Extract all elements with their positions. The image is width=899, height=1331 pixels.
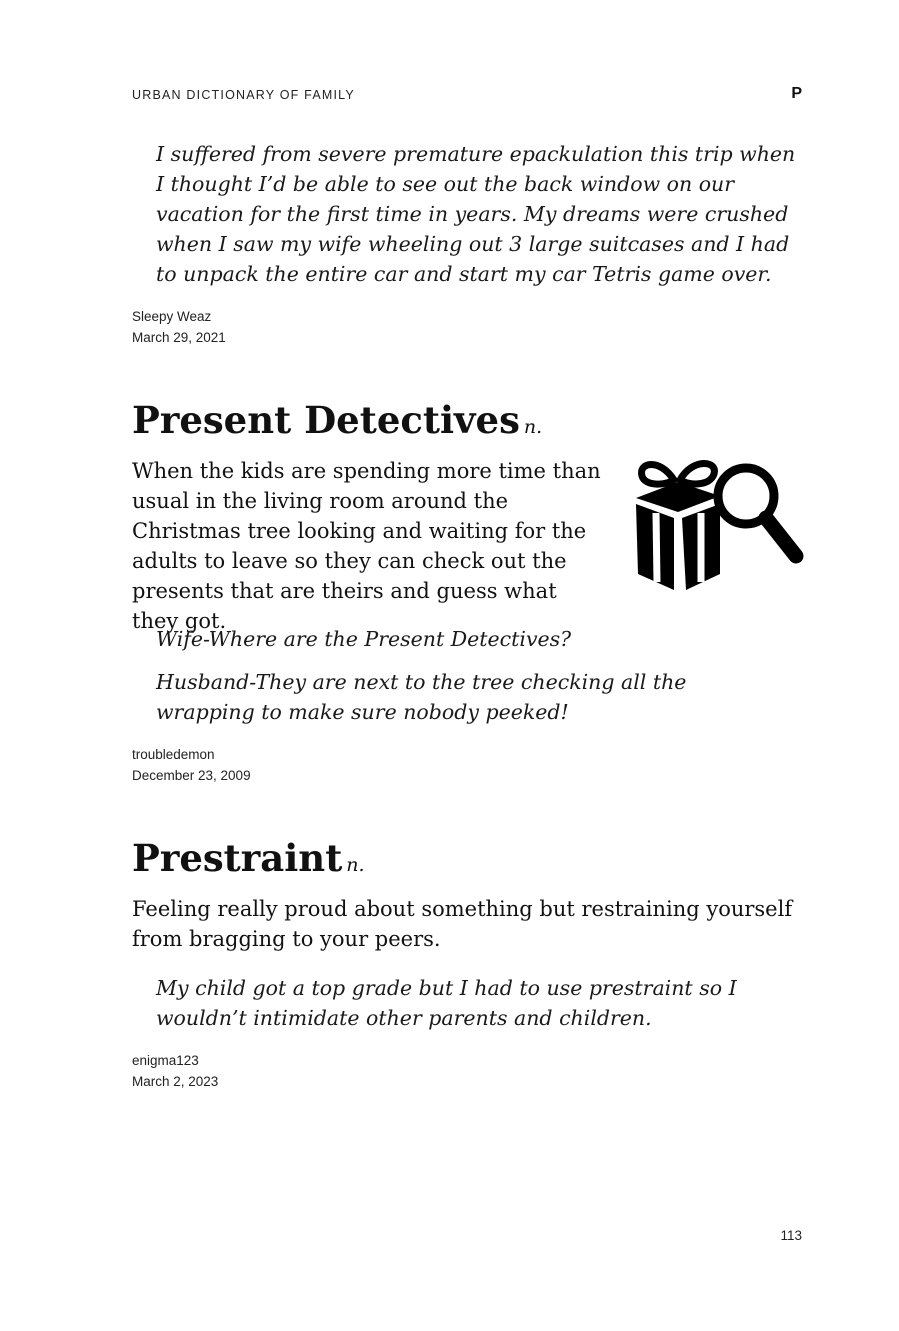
- entry-date: March 29, 2021: [132, 330, 226, 345]
- attribution: [132, 306, 226, 348]
- term: Present Detectives: [132, 398, 520, 442]
- running-head: URBAN DICTIONARY OF FAMILY: [132, 88, 355, 102]
- definition: When the kids are spending more time than usual in the living room around the Christmas tree looking and waiting for the adults to leave so they can check out the presents that are theirs and guess what they got.: [132, 459, 601, 633]
- page-number: 113: [780, 1228, 802, 1243]
- example-quote: I suffered from severe premature epackulation this trip when I thought I’d be able to see out the back window on our vacation for the first time in years. My dreams were crushed when I saw my wife wheeling out 3 large suitcases and I had to unpack the entire car and start my car Tetris game over.: [156, 142, 796, 286]
- author-name: enigma123: [132, 1053, 199, 1068]
- author-name: Sleepy Weaz: [132, 309, 212, 324]
- attribution: [132, 744, 251, 786]
- term: Prestraint: [132, 836, 343, 880]
- entry-date: December 23, 2009: [132, 768, 251, 783]
- section-letter: P: [791, 85, 802, 102]
- definition: Feeling really proud about something but restraining yourself from bragging to your peers.: [132, 897, 793, 951]
- author-name: troubledemon: [132, 747, 215, 762]
- example-quote: Wife-Where are the Present Detectives?: [156, 627, 572, 651]
- example-quote: Husband-They are next to the tree checking all the wrapping to make sure nobody peeked!: [156, 670, 687, 724]
- attribution: [132, 1050, 218, 1092]
- entry-headword: [132, 836, 365, 887]
- example-quote: My child got a top grade but I had to use prestraint so I wouldn’t intimidate other parents and children.: [156, 976, 737, 1030]
- entry-date: March 2, 2023: [132, 1074, 219, 1089]
- entry-headword: [132, 398, 542, 449]
- part-of-speech: n.: [523, 416, 543, 438]
- part-of-speech: n.: [346, 854, 365, 876]
- gift-magnifier-icon: [630, 456, 806, 592]
